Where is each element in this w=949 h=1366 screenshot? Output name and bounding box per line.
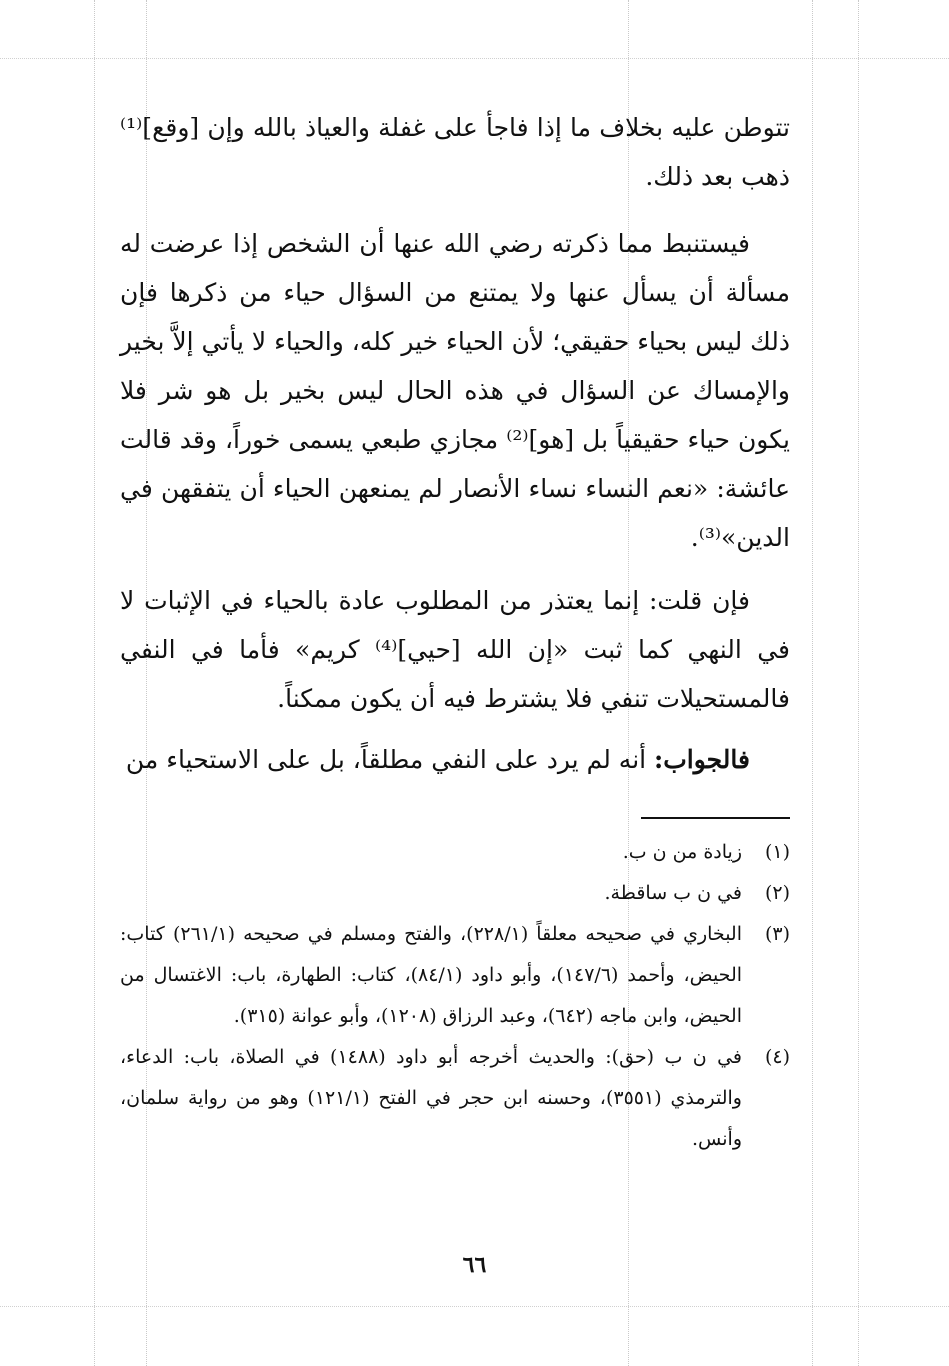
scan-guide-line [858, 0, 859, 1366]
scan-guide-line [0, 58, 949, 59]
paragraph: تتوطن عليه بخلاف ما إذا فاجأ على غفلة والعياذ بالله وإن [وقع]⁽¹⁾ ذهب بعد ذلك. [120, 113, 790, 191]
footnote [120, 832, 790, 873]
footnote [120, 873, 790, 914]
scan-guide-line [812, 0, 813, 1366]
footnote-number: (٤) [764, 1046, 790, 1068]
footnote-text: البخاري في صحيحه معلقاً (٢٢٨/١)، والفتح ومسلم في صحيحه (٢٦١/١) كتاب: الحيض، وأحمد (١٤٧/٦)، وأبو داود (٨٤/١)، كتاب: الطهارة، باب: الاغتسال من الحيض، وابن ماجه (٦٤٢)، وعبد الرزاق (١٢٠٨)، وأبو عوانة (٣١٥). [120, 923, 743, 1027]
paragraph: فيستنبط مما ذكرته رضي الله عنها أن الشخص إذا عرضت له مسألة أن يسأل عنها ولا يمتنع من السؤال حياء من ذكرها فإن ذلك ليس بحياء حقيقي؛ لأن الحياء خير كله، والحياء لا يأتي إلاَّ بخير والإمساك عن السؤال في هذه الحال ليس بخير بل هو شر فلا يكون حياء حقيقياً بل [هو]⁽²⁾ مجازي طبعي يسمى خوراً، وقد قالت عائشة: «نعم النساء نساء الأنصار لم يمنعهن الحياء أن يتفقهن في الدين»⁽³⁾. [120, 229, 790, 552]
paragraph [120, 735, 790, 784]
paragraph: فإن قلت: إنما يعتذر من المطلوب عادة بالحياء في الإثبات لا في النهي كما ثبت «إن الله [حيي]⁽⁴⁾ كريم» فأما في النفي فالمستحيلات تنفي فلا يشترط فيه أن يكون ممكناً. [120, 586, 790, 713]
answer-lead: فالجواب: [654, 745, 750, 774]
footnote-number: (٣) [764, 923, 790, 945]
main-text [120, 103, 790, 784]
footnote-text: زيادة من ن ب. [622, 841, 742, 863]
footnotes [120, 832, 790, 1160]
footnote-text: في ن ب ساقطة. [604, 882, 742, 904]
footnote [120, 1037, 790, 1160]
footnote-number: (١) [764, 841, 790, 863]
scan-guide-line [94, 0, 95, 1366]
paragraph-text: أنه لم يرد على النفي مطلقاً، بل على الاستحياء من [125, 745, 655, 774]
footnote [120, 914, 790, 1037]
footnote-text: في ن ب (حق): والحديث أخرجه أبو داود (١٤٨٨) في الصلاة، باب: الدعاء، والترمذي (٣٥٥١)، وحسنه ابن حجر في الفتح (١٢١/١) وهو من رواية سلمان، وأنس. [120, 1046, 742, 1150]
scan-guide-line [0, 1306, 949, 1307]
footnote-number: (٢) [764, 882, 790, 904]
footnote-separator [641, 817, 790, 819]
page-number: ٦٦ [462, 1252, 487, 1278]
